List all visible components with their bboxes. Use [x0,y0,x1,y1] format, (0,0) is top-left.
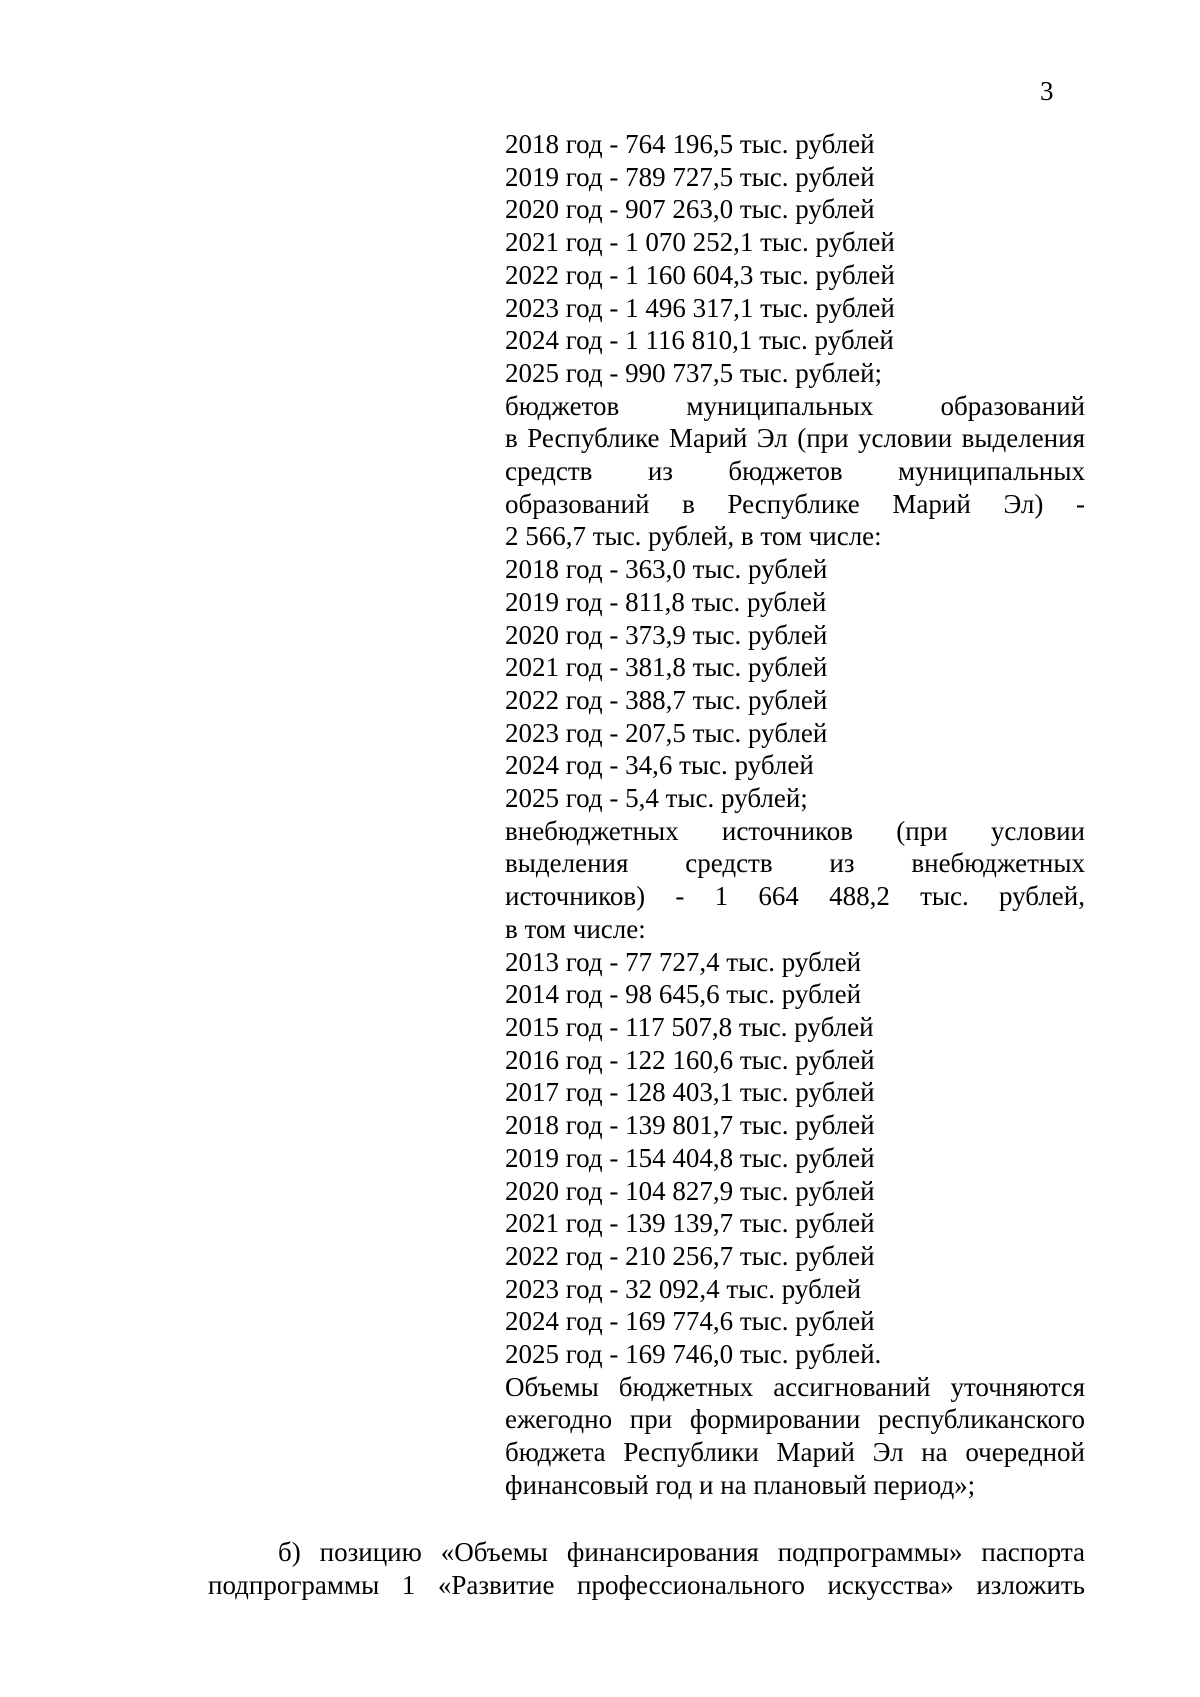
column-line: 2018 год - 139 801,7 тыс. рублей [505,1110,875,1141]
column-line: 2020 год - 907 263,0 тыс. рублей [505,194,875,225]
column-line: 2020 год - 373,9 тыс. рублей [505,619,828,650]
column-line: 2020 год - 104 827,9 тыс. рублей [505,1175,875,1206]
funding-column [505,128,1085,1502]
column-line: 2025 год - 5,4 тыс. рублей; [505,783,808,814]
column-line: 2022 год - 1 160 604,3 тыс. рублей [505,259,895,290]
column-line: 2 566,7 тыс. рублей, в том числе: [505,521,882,552]
column-line: выделения средств из внебюджетных [505,848,1085,879]
column-line: 2022 год - 210 256,7 тыс. рублей [505,1240,875,1271]
column-line: 2021 год - 139 139,7 тыс. рублей [505,1208,875,1239]
column-line: 2013 год - 77 727,4 тыс. рублей [505,946,862,977]
column-line: внебюджетных источников (при условии [505,815,1085,846]
column-line: 2015 год - 117 507,8 тыс. рублей [505,1011,874,1042]
page-number: 3 [1040,76,1054,106]
column-line: бюджета Республики Марий Эл на очередной [505,1437,1085,1468]
column-line: ежегодно при формировании республиканского [505,1404,1085,1435]
column-line: 2023 год - 32 092,4 тыс. рублей [505,1273,862,1304]
column-line: 2023 год - 207,5 тыс. рублей [505,717,828,748]
column-line: 2024 год - 169 774,6 тыс. рублей [505,1306,875,1337]
column-line: в том числе: [505,913,646,944]
column-line: 2018 год - 363,0 тыс. рублей [505,554,828,585]
column-line: средств из бюджетов муниципальных [505,456,1085,487]
column-line: 2016 год - 122 160,6 тыс. рублей [505,1044,875,1075]
paragraph-b-line-2: подпрограммы 1 «Развитие профессионального искусства» изложить [208,1570,1085,1600]
paragraph-b [208,1536,1085,1602]
column-line: 2019 год - 789 727,5 тыс. рублей [505,161,875,192]
column-line: 2017 год - 128 403,1 тыс. рублей [505,1077,875,1108]
column-line: Объемы бюджетных ассигнований уточняются [505,1371,1085,1402]
column-line: 2022 год - 388,7 тыс. рублей [505,684,828,715]
column-line: 2018 год - 764 196,5 тыс. рублей [505,129,875,159]
column-line: 2024 год - 34,6 тыс. рублей [505,750,814,781]
column-line: 2023 год - 1 496 317,1 тыс. рублей [505,292,895,323]
column-line: 2021 год - 1 070 252,1 тыс. рублей [505,227,895,258]
column-line: финансовый год и на плановый период»; [505,1469,976,1500]
column-line: бюджетов муниципальных образований [505,390,1085,421]
column-line: 2019 год - 811,8 тыс. рублей [505,586,827,617]
column-line: 2025 год - 169 746,0 тыс. рублей. [505,1339,882,1370]
column-line: источников) - 1 664 488,2 тыс. рублей, [505,881,1085,912]
column-line: образований в Республике Марий Эл) - [505,488,1085,519]
column-line: 2024 год - 1 116 810,1 тыс. рублей [505,325,894,356]
column-line: 2019 год - 154 404,8 тыс. рублей [505,1142,875,1173]
column-line: в Республике Марий Эл (при условии выделения [505,423,1085,454]
column-line: 2021 год - 381,8 тыс. рублей [505,652,828,683]
column-line: 2025 год - 990 737,5 тыс. рублей; [505,357,883,388]
column-line: 2014 год - 98 645,6 тыс. рублей [505,979,862,1010]
paragraph-b-line-1: б) позицию «Объемы финансирования подпрограммы» паспорта [278,1537,1085,1567]
